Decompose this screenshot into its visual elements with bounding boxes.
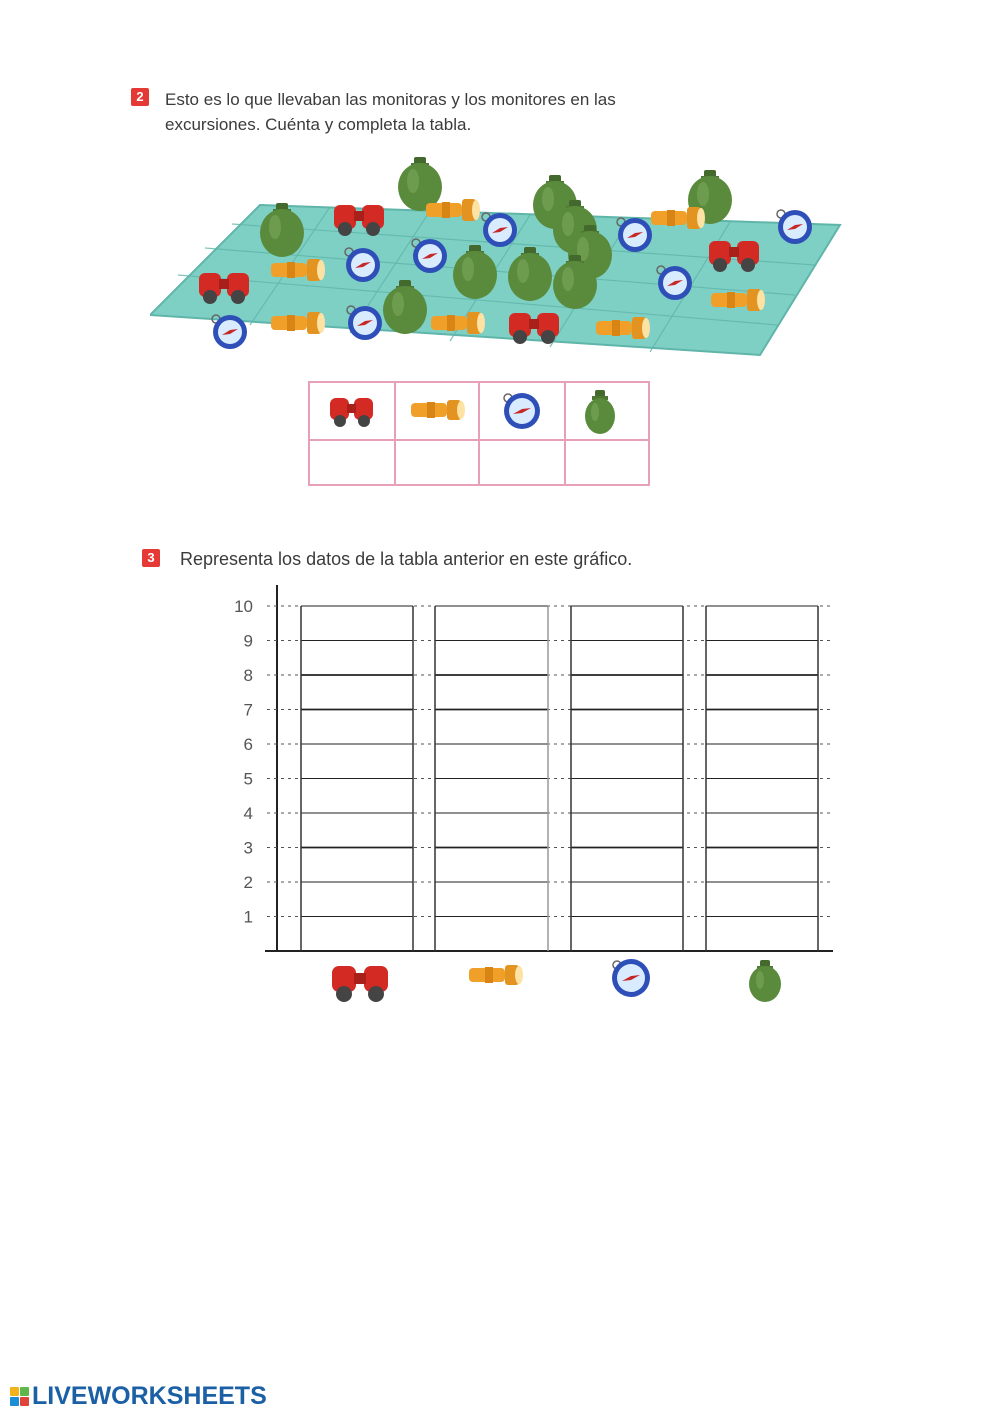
y-tick-label: 8 <box>243 666 253 685</box>
exercise-3-badge: 3 <box>142 549 160 567</box>
y-tick-label: 10 <box>234 597 253 616</box>
table-header-compass <box>504 393 540 429</box>
count-table <box>307 380 653 488</box>
y-tick-label: 4 <box>243 804 253 823</box>
y-tick-label: 2 <box>243 873 253 892</box>
bar-chart <box>225 580 845 1020</box>
table-header-binoculars <box>330 398 373 427</box>
liveworksheets-logo <box>10 1381 267 1411</box>
table-header-flashlight <box>411 400 465 420</box>
logo-mark-icon <box>10 1387 29 1406</box>
y-tick-label: 9 <box>243 631 253 651</box>
flashlight-icon <box>411 400 465 420</box>
exercise-3-instruction: Representa los datos de la tabla anterior en este gráfico. <box>180 549 633 569</box>
picnic-mat-illustration <box>150 145 850 375</box>
binoculars-icon <box>330 398 373 427</box>
y-tick-label: 5 <box>243 769 253 789</box>
logo-text: LIVEWORKSHEETS <box>32 1381 267 1410</box>
y-tick-label: 3 <box>243 838 253 858</box>
compass-icon <box>504 393 540 429</box>
exercise-2-badge: 2 <box>131 88 149 106</box>
binoculars-icon <box>332 966 388 1002</box>
canteen-icon <box>749 960 781 1002</box>
y-tick-label: 6 <box>243 735 253 754</box>
compass-icon <box>612 959 650 997</box>
y-tick-label: 7 <box>243 700 253 720</box>
table-header-canteen <box>585 390 615 434</box>
exercise-2-instruction-line1: Esto es lo que llevaban las monitoras y los monitores en las <box>165 90 616 109</box>
flashlight-icon <box>469 965 523 985</box>
exercise-2-instruction-line2: excursiones. Cuénta y completa la tabla. <box>165 115 472 134</box>
y-tick-label: 1 <box>243 907 253 927</box>
canteen-icon <box>585 390 615 434</box>
